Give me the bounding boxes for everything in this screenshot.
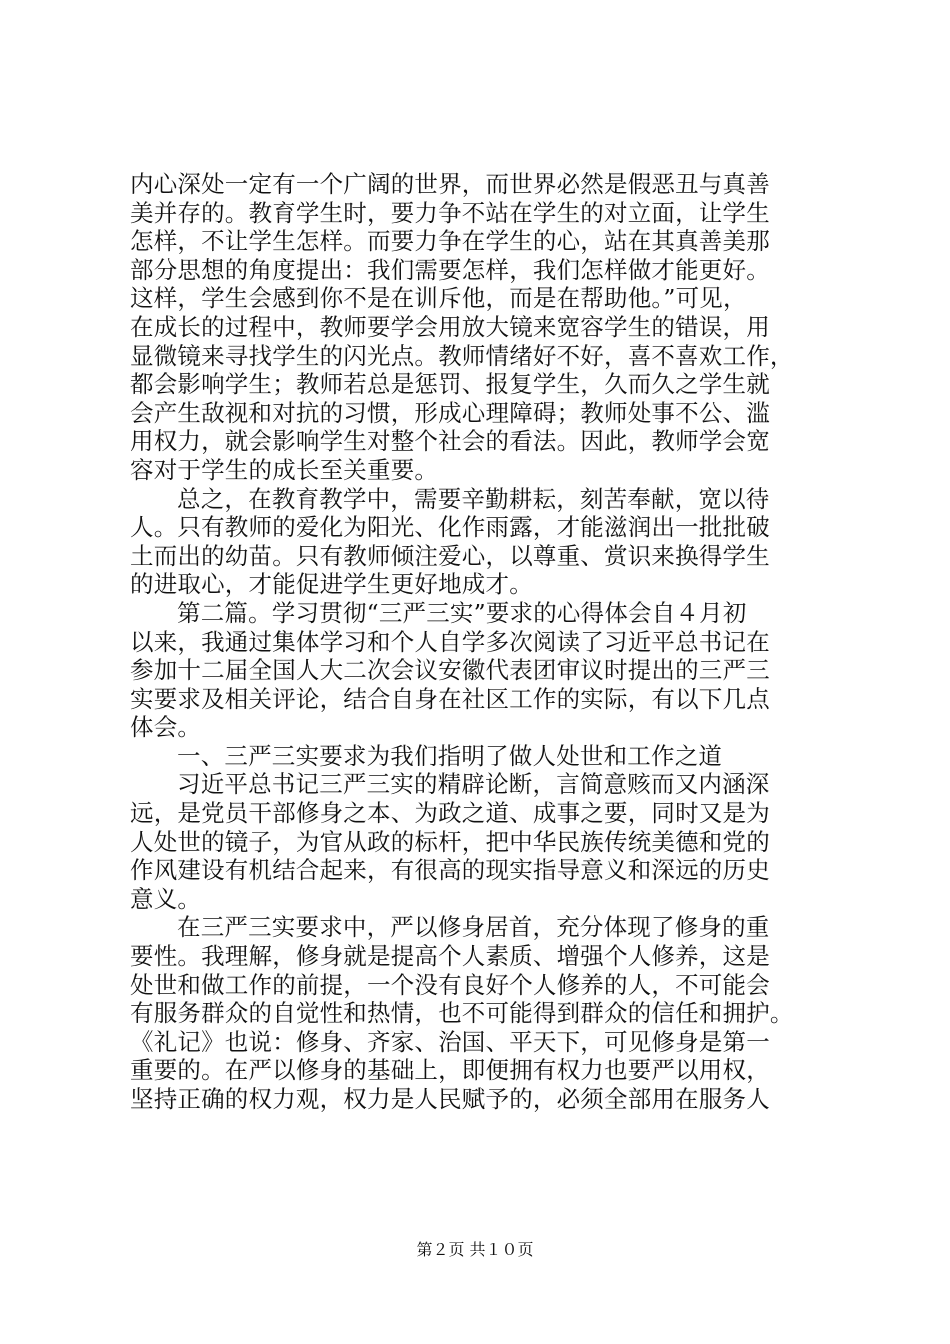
text-line: 有服务群众的自觉性和热情，也不可能得到群众的信任和拥护。 [130,999,794,1028]
text-line: 怎样，不让学生怎样。而要力争在学生的心，站在其真善美那 [130,227,770,256]
text-line: 美并存的。教育学生时，要力争不站在学生的对立面，让学生 [130,198,770,227]
text-line: 实要求及相关评论，结合自身在社区工作的实际，有以下几点 [130,684,770,713]
text-line: 以来，我通过集体学习和个人自学多次阅读了习近平总书记在 [130,627,770,656]
text-line: 这样，学生会感到你不是在训斥他，而是在帮助他。”可见， [130,284,747,313]
text-line: 作风建设有机结合起来，有很高的现实指导意义和深远的历史 [130,856,770,885]
text-line: 远，是党员干部修身之本、为政之道、成事之要，同时又是为 [130,799,770,828]
text-line: 坚持正确的权力观，权力是人民赋予的，必须全部用在服务人 [130,1085,770,1113]
text-line: 会产生敌视和对抗的习惯，形成心理障碍；教师处事不公、滥 [130,398,770,427]
text-line: 《礼记》也说：修身、齐家、治国、平天下，可见修身是第一 [130,1027,770,1056]
text-line: 内心深处一定有一个广阔的世界，而世界必然是假恶丑与真善 [130,170,770,198]
text-line: 容对于学生的成长至关重要。 [130,455,439,484]
text-line: 参加十二届全国人大二次会议安徽代表团审议时提出的三严三 [130,656,770,685]
text-line: 人。只有教师的爱化为阳光、化作雨露，才能滋润出一批批破 [130,513,770,542]
text-line: 意义。 [130,884,202,913]
text-line: 部分思想的角度提出：我们需要怎样，我们怎样做才能更好。 [130,255,770,284]
text-line: 要性。我理解，修身就是提高个人素质、增强个人修养，这是 [130,942,770,971]
text-line: 土而出的幼苗。只有教师倾注爱心，以尊重、赏识来换得学生 [130,541,770,570]
text-line: 人处世的镜子，为官从政的标杆，把中华民族传统美德和党的 [130,827,770,856]
text-line: 用权力，就会影响学生对整个社会的看法。因此，教师学会宽 [130,427,770,456]
text-line: 重要的。在严以修身的基础上，即便拥有权力也要严以用权， [130,1056,770,1085]
text-line: 总之，在教育教学中，需要辛勤耕耘，刻苦奉献，宽以待 [177,484,770,513]
text-line: 第二篇。学习贯彻“三严三实”要求的心得体会自４月初 [177,598,747,627]
text-line: 在三严三实要求中，严以修身居首，充分体现了修身的重 [177,913,770,942]
page-footer: 第２页 共１０页 [416,1240,534,1259]
text-line: 的进取心，才能促进学生更好地成才。 [130,570,533,599]
text-line: 习近平总书记三严三实的精辟论断，言简意赅而又内涵深 [177,770,770,799]
document-body [130,170,830,1114]
text-line: 在成长的过程中，教师要学会用放大镜来宽容学生的错误，用 [130,312,770,341]
text-line: 显微镜来寻找学生的闪光点。教师情绪好不好，喜不喜欢工作， [130,341,794,370]
text-line: 都会影响学生；教师若总是惩罚、报复学生，久而久之学生就 [130,370,770,399]
text-line: 一、三严三实要求为我们指明了做人处世和工作之道 [177,741,723,770]
text-line: 体会。 [130,713,202,742]
text-line: 处世和做工作的前提，一个没有良好个人修养的人，不可能会 [130,970,770,999]
